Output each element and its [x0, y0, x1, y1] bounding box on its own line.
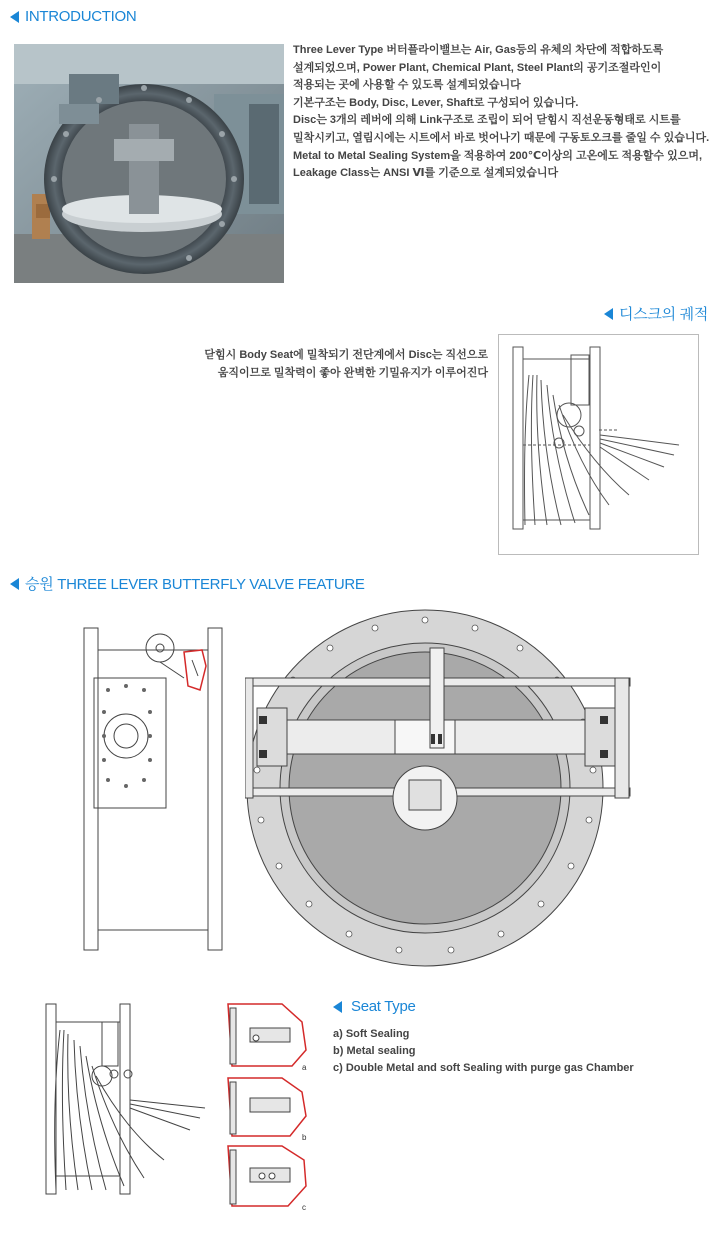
disc-path-text — [200, 347, 488, 382]
intro-line: Metal to Metal Sealing System을 적용하여 200℃이상의 고온에도 적용할수 있으며, — [293, 149, 703, 162]
intro-heading: INTRODUCTION — [10, 8, 136, 25]
disc-path-line: 닫힘시 Body Seat에 밀착되기 전단계에서 Disc는 직선으로 — [204, 349, 488, 361]
seat-type-heading: Seat Type — [333, 998, 416, 1015]
seat-type-list — [333, 1026, 634, 1077]
valve-photo — [14, 44, 284, 283]
disc-trajectory-drawing-2 — [40, 1000, 210, 1200]
seat-type-item: a) Soft Sealing — [333, 1028, 410, 1040]
feature-heading: 승원 THREE LEVER BUTTERFLY VALVE FEATURE — [10, 573, 365, 594]
disc-trajectory-diagram — [498, 334, 699, 555]
seat-label-a: a — [302, 1063, 307, 1072]
valve-front-view-drawing — [245, 598, 640, 970]
intro-text — [293, 42, 709, 183]
intro-line: 적용되는 곳에 사용할 수 있도록 설계되었습니다 — [293, 79, 521, 92]
triangle-left-icon — [10, 11, 19, 23]
intro-line: 설계되었으며, Power Plant, Chemical Plant, Steel Plant의 공기조절라인이 — [293, 61, 662, 74]
intro-line: 밀착시키고, 열림시에는 시트에서 바로 벗어나기 때문에 구동토오크를 줄일 수 있습니다. — [293, 131, 710, 144]
seat-type-item: c) Double Metal and soft Sealing with purge gas Chamber — [333, 1062, 634, 1074]
intro-line: Leakage Class는 ANSI Ⅵ를 기준으로 설계되었습니다 — [293, 167, 559, 180]
intro-line: 기본구조는 Body, Disc, Lever, Shaft로 구성되어 있습니다. — [293, 96, 579, 109]
intro-line: Three Lever Type 버터플라이밸브는 Air, Gas등의 유체의 차단에 적합하도록 — [293, 44, 664, 56]
triangle-left-icon — [604, 308, 613, 320]
seat-label-c: c — [302, 1203, 306, 1212]
seat-label-b: b — [302, 1133, 307, 1142]
valve-side-view-drawing — [80, 620, 230, 960]
seat-type-diagrams — [222, 1000, 322, 1215]
disc-path-line: 움직이므로 밀착력이 좋아 완벽한 기밀유지가 이루어진다 — [217, 366, 488, 379]
intro-line: Disc는 3개의 레버에 의해 Link구조로 조립이 되어 닫힘시 직선운동형태로 시트를 — [293, 114, 681, 127]
triangle-left-icon — [333, 1001, 342, 1013]
disc-path-heading: 디스크의 궤적 — [604, 303, 708, 324]
triangle-left-icon — [10, 578, 19, 590]
seat-type-item: b) Metal sealing — [333, 1045, 416, 1057]
